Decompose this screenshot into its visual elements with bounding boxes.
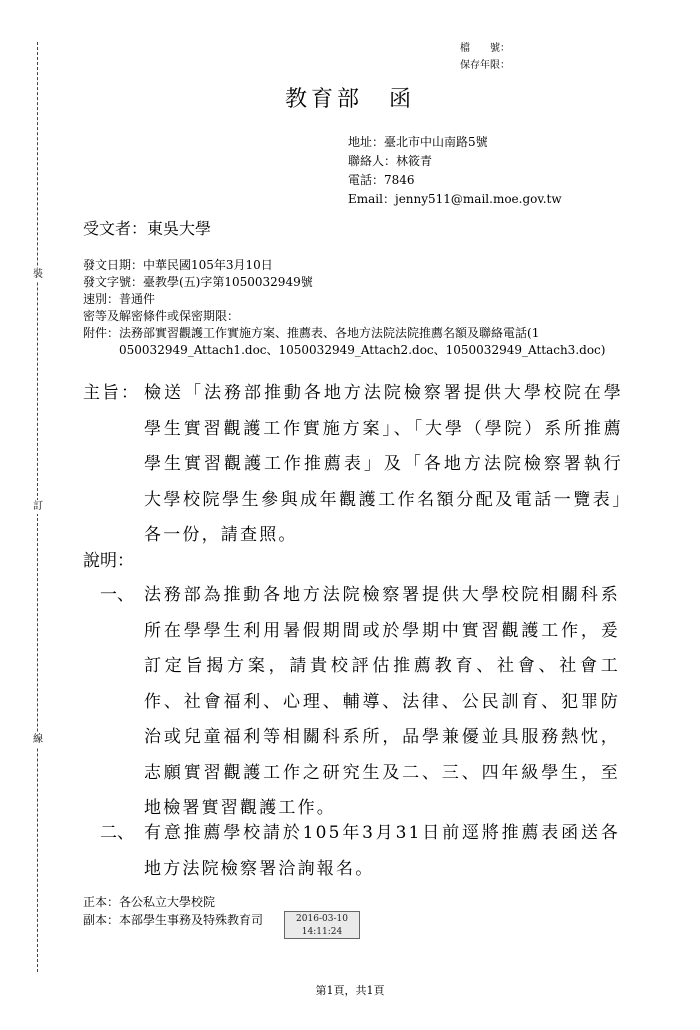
document-meta <box>83 257 643 359</box>
contact-block <box>348 133 562 209</box>
delivery-speed: 速別：普通件 <box>83 292 156 306</box>
phone: 電話：7846 <box>348 173 415 187</box>
subject-label: 主旨： <box>83 383 140 403</box>
file-number: 檔 號： <box>460 43 510 54</box>
binding-mark-ding: 訂 <box>30 500 46 514</box>
document-title: 教育部 函 <box>284 87 415 112</box>
subject-text: 檢送「法務部推動各地方法院檢察署提供大學校院在學學生實習觀護工作實施方案」、「大學（學院）系所推薦學生實習觀護工作推薦表」及「各地方法院檢察署執行大學校院學生參與成年觀護工作名額分配及電話一覽表」各一份，請查照。 <box>144 383 623 545</box>
distribution-list <box>83 893 263 929</box>
contact-person: 聯絡人：林筱青 <box>348 154 433 168</box>
item-text: 法務部為推動各地方法院檢察署提供大學校院相關科系所在學學生利用暑假期間或於學期中實習觀護工作，爰訂定旨揭方案，請貴校評估推薦教育、社會、社會工作、社會福利、心理、輔導、法律、公民訓育、犯罪防治或兒童福利等相關科系所，品學兼優並具服務熱忱，志願實習觀護工作之研究生及二、三、四年級學生，至地檢署實習觀護工作。 <box>144 585 620 818</box>
email: Email：jenny511@mail.moe.gov.tw <box>348 192 562 206</box>
retention-period: 保存年限： <box>460 60 510 71</box>
explanation-item <box>100 816 620 887</box>
attachment-list: 法務部實習觀護工作實施方案、推薦表、各地方法院法院推薦名額及聯絡電話(1 050032949_Attach1.doc、1050032949_Attach2.doc、1050032949_Attach3.doc) <box>119 326 606 357</box>
address: 地址：臺北市中山南路5號 <box>348 135 488 149</box>
recipient: 受文者：東吳大學 <box>83 219 212 238</box>
issue-date: 發文日期：中華民國105年3月10日 <box>83 258 273 272</box>
archive-info <box>460 40 510 74</box>
item-number: 一、 <box>100 585 134 605</box>
binding-mark-xian: 線 <box>30 733 46 747</box>
timestamp-stamp <box>284 911 360 939</box>
original-recipients: 正本：各公私立大學校院 <box>83 895 216 909</box>
stamp-time: 14:11:24 <box>301 927 343 937</box>
attachment-label: 附件： <box>83 326 120 340</box>
explanation-label: 說明： <box>83 551 134 571</box>
stamp-date: 2016-03-10 <box>296 914 348 924</box>
subject-section <box>83 376 623 554</box>
attachments <box>83 325 643 359</box>
document-number: 發文字號：臺教學(五)字第1050032949號 <box>83 275 313 289</box>
classification: 密等及解密條件或保密期限： <box>83 309 240 323</box>
explanation-item <box>100 578 620 827</box>
page-number: 第1頁，共1頁 <box>315 984 385 997</box>
copy-recipients: 副本：本部學生事務及特殊教育司 <box>83 913 264 927</box>
item-number: 二、 <box>100 823 134 843</box>
binding-mark-zhuang: 裝 <box>30 268 46 282</box>
item-text: 有意推薦學校請於105年3月31日前逕將推薦表函送各地方法院檢察署洽詢報名。 <box>144 823 620 879</box>
